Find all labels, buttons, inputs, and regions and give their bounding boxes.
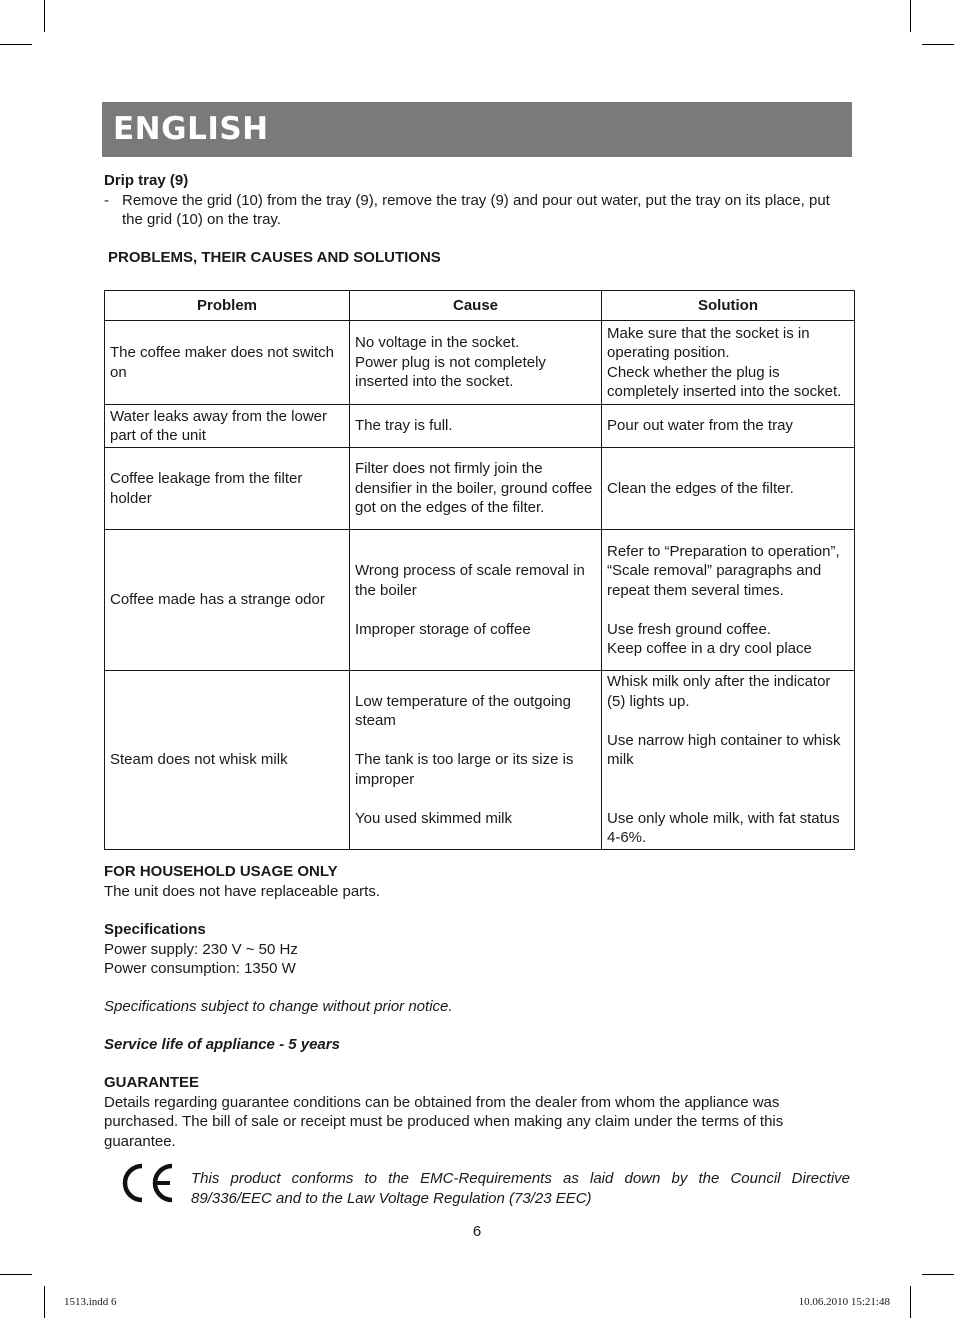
cause-cell <box>350 448 602 530</box>
power-consumption: Power consumption: 1350 W <box>104 960 296 977</box>
table-row <box>105 671 855 850</box>
guarantee-text: Details regarding guarantee conditions can be obtained from the dealer from whom the appliance was purchased. The bill of sale or receipt must be produced when making any claim under the terms of this guarantee. <box>104 1093 784 1150</box>
solution-text: Check whether the plug is completely inserted into the socket. <box>607 363 842 400</box>
solution-cell <box>602 405 855 448</box>
specifications-notice: Specifications subject to change without prior notice. <box>104 998 453 1015</box>
service-life: Service life of appliance - 5 years <box>104 1036 340 1053</box>
cause-cell <box>350 405 602 448</box>
solution-cell <box>602 671 855 850</box>
problem-text: Steam does not whisk milk <box>110 751 288 769</box>
troubleshooting-table <box>104 290 855 850</box>
problem-cell <box>105 530 350 671</box>
solution-text: Use narrow high container to whisk milk <box>607 731 841 769</box>
power-supply: Power supply: 230 V ~ 50 Hz <box>104 940 298 958</box>
cause-text: You used skimmed milk <box>355 809 513 827</box>
drip-tray-text: Remove the grid (10) from the tray (9), remove the tray (9) and pour out water, put the tray on its place, put the grid (10) on the tray. <box>122 191 830 228</box>
column-header-cause: Cause <box>350 291 602 321</box>
problem-cell <box>105 321 350 405</box>
table-row <box>105 321 855 405</box>
solution-text: Make sure that the socket is in operating position. <box>607 324 810 361</box>
solution-text: Keep coffee in a dry cool place <box>607 640 812 657</box>
drip-tray-instruction <box>104 191 852 230</box>
table-header-row <box>105 291 855 321</box>
spacer <box>355 600 596 620</box>
solution-text: Whisk milk only after the indicator (5) lights up. <box>607 673 831 710</box>
crop-mark <box>0 44 32 45</box>
spacer <box>355 731 596 751</box>
guarantee-heading: GUARANTEE <box>104 1074 200 1091</box>
crop-mark <box>910 1286 911 1318</box>
problem-text: Coffee made has a strange odor <box>110 591 325 609</box>
cause-text: Power plug is not completely inserted into the socket. <box>355 353 546 391</box>
crop-mark <box>922 1274 954 1275</box>
guarantee-section <box>104 1073 852 1151</box>
spacer <box>607 789 849 809</box>
spacer <box>607 770 849 790</box>
spacer <box>607 600 849 620</box>
problem-text: Water leaks away from the lower part of the unit <box>110 407 328 444</box>
problem-text: The coffee maker does not switch on <box>110 344 335 381</box>
drip-tray-heading: Drip tray (9) <box>104 172 189 189</box>
cause-text: The tank is too large or its size is improper <box>355 751 574 788</box>
solution-text: Use fresh ground coffee. <box>607 620 771 638</box>
page-number: 6 <box>472 1223 482 1240</box>
household-section <box>104 862 852 901</box>
cause-text: No voltage in the socket. <box>355 334 520 352</box>
cause-text: The tray is full. <box>355 417 453 435</box>
crop-mark <box>0 1274 32 1275</box>
banner-title: ENGLISH <box>113 111 269 147</box>
specifications-heading: Specifications <box>104 921 206 938</box>
solution-text: Refer to “Preparation to operation”, “Scale removal” paragraphs and repeat them several times. <box>607 542 840 599</box>
crop-mark <box>910 0 911 32</box>
table-row <box>105 530 855 671</box>
language-banner <box>102 102 852 157</box>
solution-text: Use only whole milk, with fat status 4-6%. <box>607 809 840 847</box>
solution-cell <box>602 321 855 405</box>
ce-mark-icon <box>118 1160 176 1206</box>
solution-cell <box>602 448 855 530</box>
cause-cell <box>350 321 602 405</box>
print-slug-date: 10.06.2010 15:21:48 <box>798 1296 890 1308</box>
solution-text: Pour out water from the tray <box>607 417 793 435</box>
solution-cell <box>602 530 855 671</box>
crop-mark <box>922 44 954 45</box>
cause-text: Wrong process of scale removal in the boiler <box>355 562 585 599</box>
problem-cell <box>105 448 350 530</box>
household-text: The unit does not have replaceable parts. <box>104 882 381 900</box>
cause-text: Improper storage of coffee <box>355 620 531 638</box>
crop-mark <box>44 1286 45 1318</box>
spacer <box>607 711 849 731</box>
drip-tray-section <box>104 171 852 230</box>
spacer <box>355 789 596 809</box>
solution-text: Clean the edges of the filter. <box>607 479 794 497</box>
problem-cell <box>105 671 350 850</box>
crop-mark <box>44 0 45 32</box>
cause-text: Low temperature of the outgoing steam <box>355 692 571 730</box>
column-header-problem: Problem <box>105 291 350 321</box>
specifications-section <box>104 920 852 979</box>
problem-text: Coffee leakage from the filter holder <box>110 470 303 507</box>
cause-text: Filter does not firmly join the densifier in the boiler, ground coffee got on the edges of the filter. <box>355 460 593 517</box>
household-heading: FOR HOUSEHOLD USAGE ONLY <box>104 863 338 880</box>
problems-heading: PROBLEMS, THEIR CAUSES AND SOLUTIONS <box>108 249 441 266</box>
cause-cell <box>350 530 602 671</box>
table-row <box>105 448 855 530</box>
print-slug-file: 1513.indd 6 <box>64 1296 117 1308</box>
ce-conformity-text: This product conforms to the EMC-Requirements as laid down by the Council Directive 89/336/EEC and to the Law Voltage Regulation (73/23 EEC) <box>191 1170 850 1207</box>
column-header-solution: Solution <box>602 291 855 321</box>
cause-cell <box>350 671 602 850</box>
problem-cell <box>105 405 350 448</box>
table-row <box>105 405 855 448</box>
bullet-dash: - <box>104 191 109 209</box>
